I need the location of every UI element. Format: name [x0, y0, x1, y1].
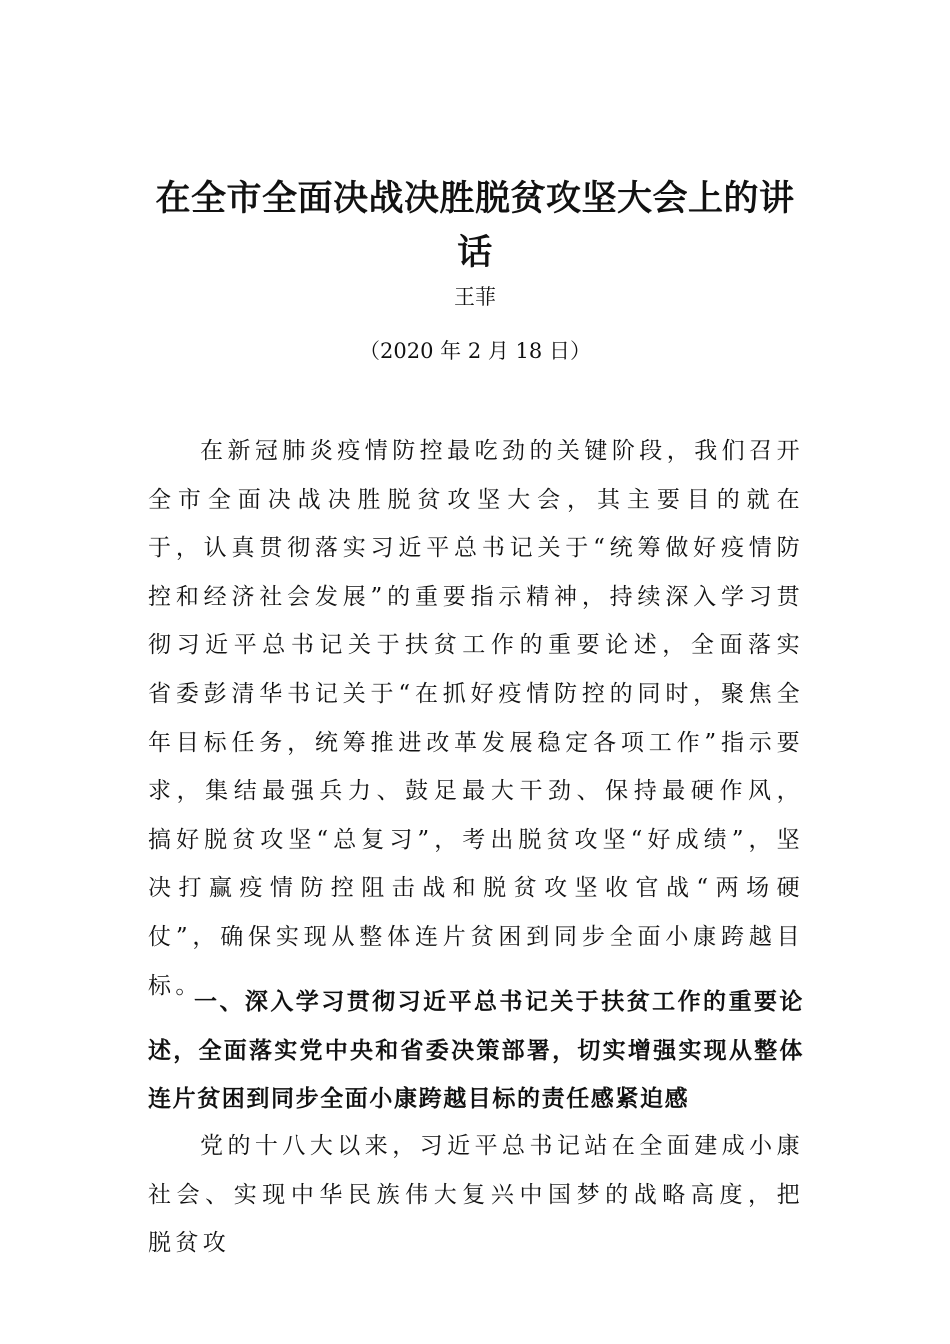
section-paragraph: 党的十八大以来，习近平总书记站在全面建成小康社会、实现中华民族伟大复兴中国梦的战略高度，把脱贫攻	[148, 1133, 804, 1257]
author-name: 王菲	[454, 285, 496, 309]
intro-paragraph: 在新冠肺炎疫情防控最吃劲的关键阶段，我们召开全市全面决战决胜脱贫攻坚大会，其主要目的就在于，认真贯彻落实习近平总书记关于“统筹做好疫情防控和经济社会发展”的重要指示精神，持续深入学习贯彻习近平总书记关于扶贫工作的重要论述，全面落实省委彭清华书记关于“在抓好疫情防控的同时，聚焦全年目标任务，统筹推进改革发展稳定各项工作”指示要求，集结最强兵力、鼓足最大干劲、保持最硬作风，搞好脱贫攻坚“总复习”，考出脱贫攻坚“好成绩”，坚决打赢疫情防控阻击战和脱贫攻坚收官战“两场硬仗”，确保实现从整体连片贫困到同步全面小康跨越目标。	[148, 438, 804, 999]
document-title: 在全市全面决战决胜脱贫攻坚大会上的讲话	[155, 179, 795, 273]
section-heading: 一、深入学习贯彻习近平总书记关于扶贫工作的重要论述，全面落实党中央和省委决策部署，切实增强实现从整体连片贫困到同步全面小康跨越目标的责任感紧迫感	[148, 989, 804, 1113]
speech-date: （2020 年 2 月 18 日）	[359, 339, 591, 363]
